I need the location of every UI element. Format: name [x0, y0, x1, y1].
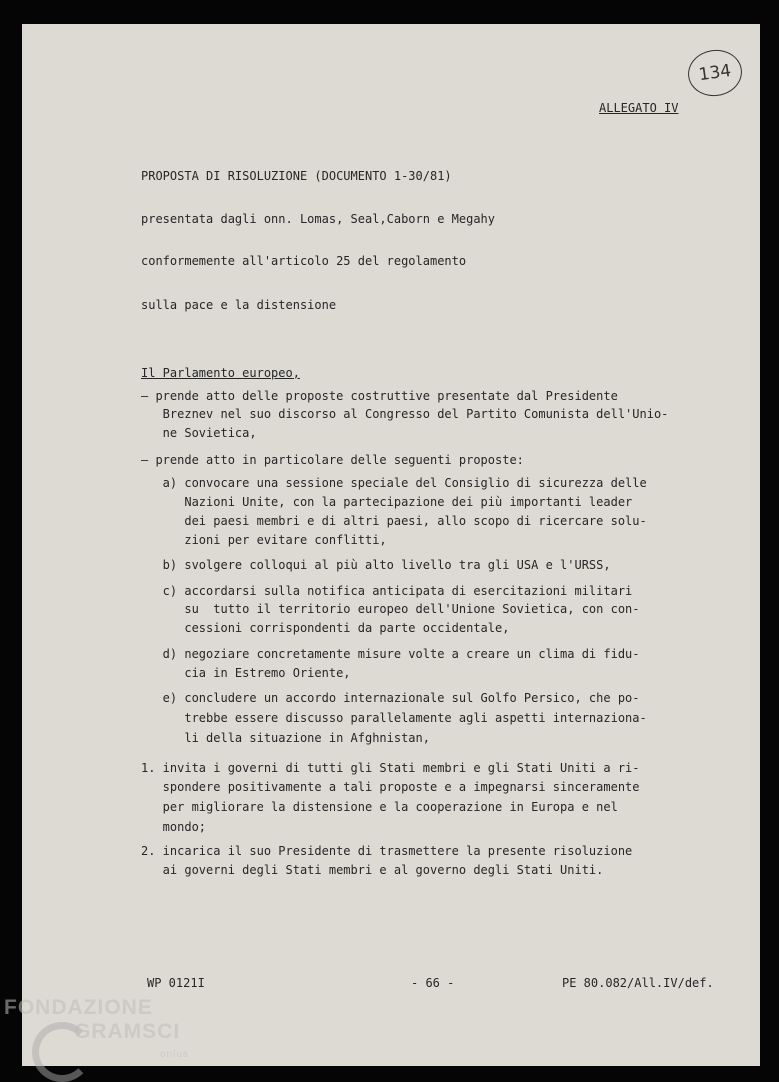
- paragraph-1-line: spondere positivamente a tali proposte e a impegnarsi sinceramente: [141, 780, 640, 794]
- footer-page-number: - 66 -: [411, 976, 455, 990]
- presented-by: presentata dagli onn. Lomas, Seal,Caborn e Megahy: [141, 212, 496, 226]
- watermark-fondazione: FONDAZIONE: [4, 996, 153, 1019]
- regulation-article: conformemente all'articolo 25 del regolamento: [141, 254, 467, 268]
- body-line: Breznev nel suo discorso al Congresso del Partito Comunista dell'Unio-: [141, 407, 669, 421]
- item-d-line: d) negoziare concretamente misure volte a creare un clima di fidu-: [141, 647, 640, 661]
- item-a-line: a) convocare una sessione speciale del Consiglio di sicurezza delle: [141, 476, 647, 490]
- paragraph-1-line: 1. invita i governi di tutti gli Stati membri e gli Stati Uniti a ri-: [141, 761, 640, 775]
- paragraph-1-line: per migliorare la distensione e la cooperazione in Europa e nel: [141, 800, 618, 814]
- document-title: PROPOSTA DI RISOLUZIONE (DOCUMENTO 1-30/81): [141, 169, 452, 183]
- item-d-line: cia in Estremo Oriente,: [141, 666, 351, 680]
- item-a-line: dei paesi membri e di altri paesi, allo scopo di ricercare solu-: [141, 514, 647, 528]
- footer-reference-left: WP 0121I: [147, 976, 205, 990]
- item-c-line: su tutto il territorio europeo dell'Unione Sovietica, con con-: [141, 602, 640, 616]
- parliament-intro: Il Parlamento europeo,: [141, 366, 300, 380]
- item-b-line: b) svolgere colloqui al più alto livello tra gli USA e l'URSS,: [141, 558, 611, 572]
- item-e-line: e) concludere un accordo internazionale sul Golfo Persico, che po-: [141, 691, 640, 705]
- item-a-line: Nazioni Unite, con la partecipazione dei più importanti leader: [141, 495, 633, 509]
- item-e-line: trebbe essere discusso parallelamente agli aspetti internaziona-: [141, 711, 647, 725]
- body-line: – prende atto delle proposte costruttive presentate dal Presidente: [141, 389, 618, 403]
- paragraph-2-line: ai governi degli Stati membri e al governo degli Stati Uniti.: [141, 863, 604, 877]
- paragraph-1-line: mondo;: [141, 820, 207, 834]
- handwritten-page-number: 134: [685, 46, 745, 99]
- item-a-line: zioni per evitare conflitti,: [141, 533, 387, 547]
- item-c-line: c) accordarsi sulla notifica anticipata di esercitazioni militari: [141, 584, 633, 598]
- footer-reference-right: PE 80.082/All.IV/def.: [562, 976, 714, 990]
- watermark-onlus: onlus: [160, 1049, 189, 1060]
- item-e-line: li della situazione in Afghnistan,: [141, 731, 430, 745]
- paragraph-2-line: 2. incarica il suo Presidente di trasmettere la presente risoluzione: [141, 844, 633, 858]
- body-line: ne Sovietica,: [141, 426, 257, 440]
- body-line: – prende atto in particolare delle seguenti proposte:: [141, 453, 524, 467]
- watermark-gramsci: GRAMSCI: [74, 1020, 181, 1043]
- allegato-label: ALLEGATO IV: [599, 101, 679, 115]
- subject-line: sulla pace e la distensione: [141, 298, 337, 312]
- item-c-line: cessioni corrispondenti da parte occidentale,: [141, 621, 510, 635]
